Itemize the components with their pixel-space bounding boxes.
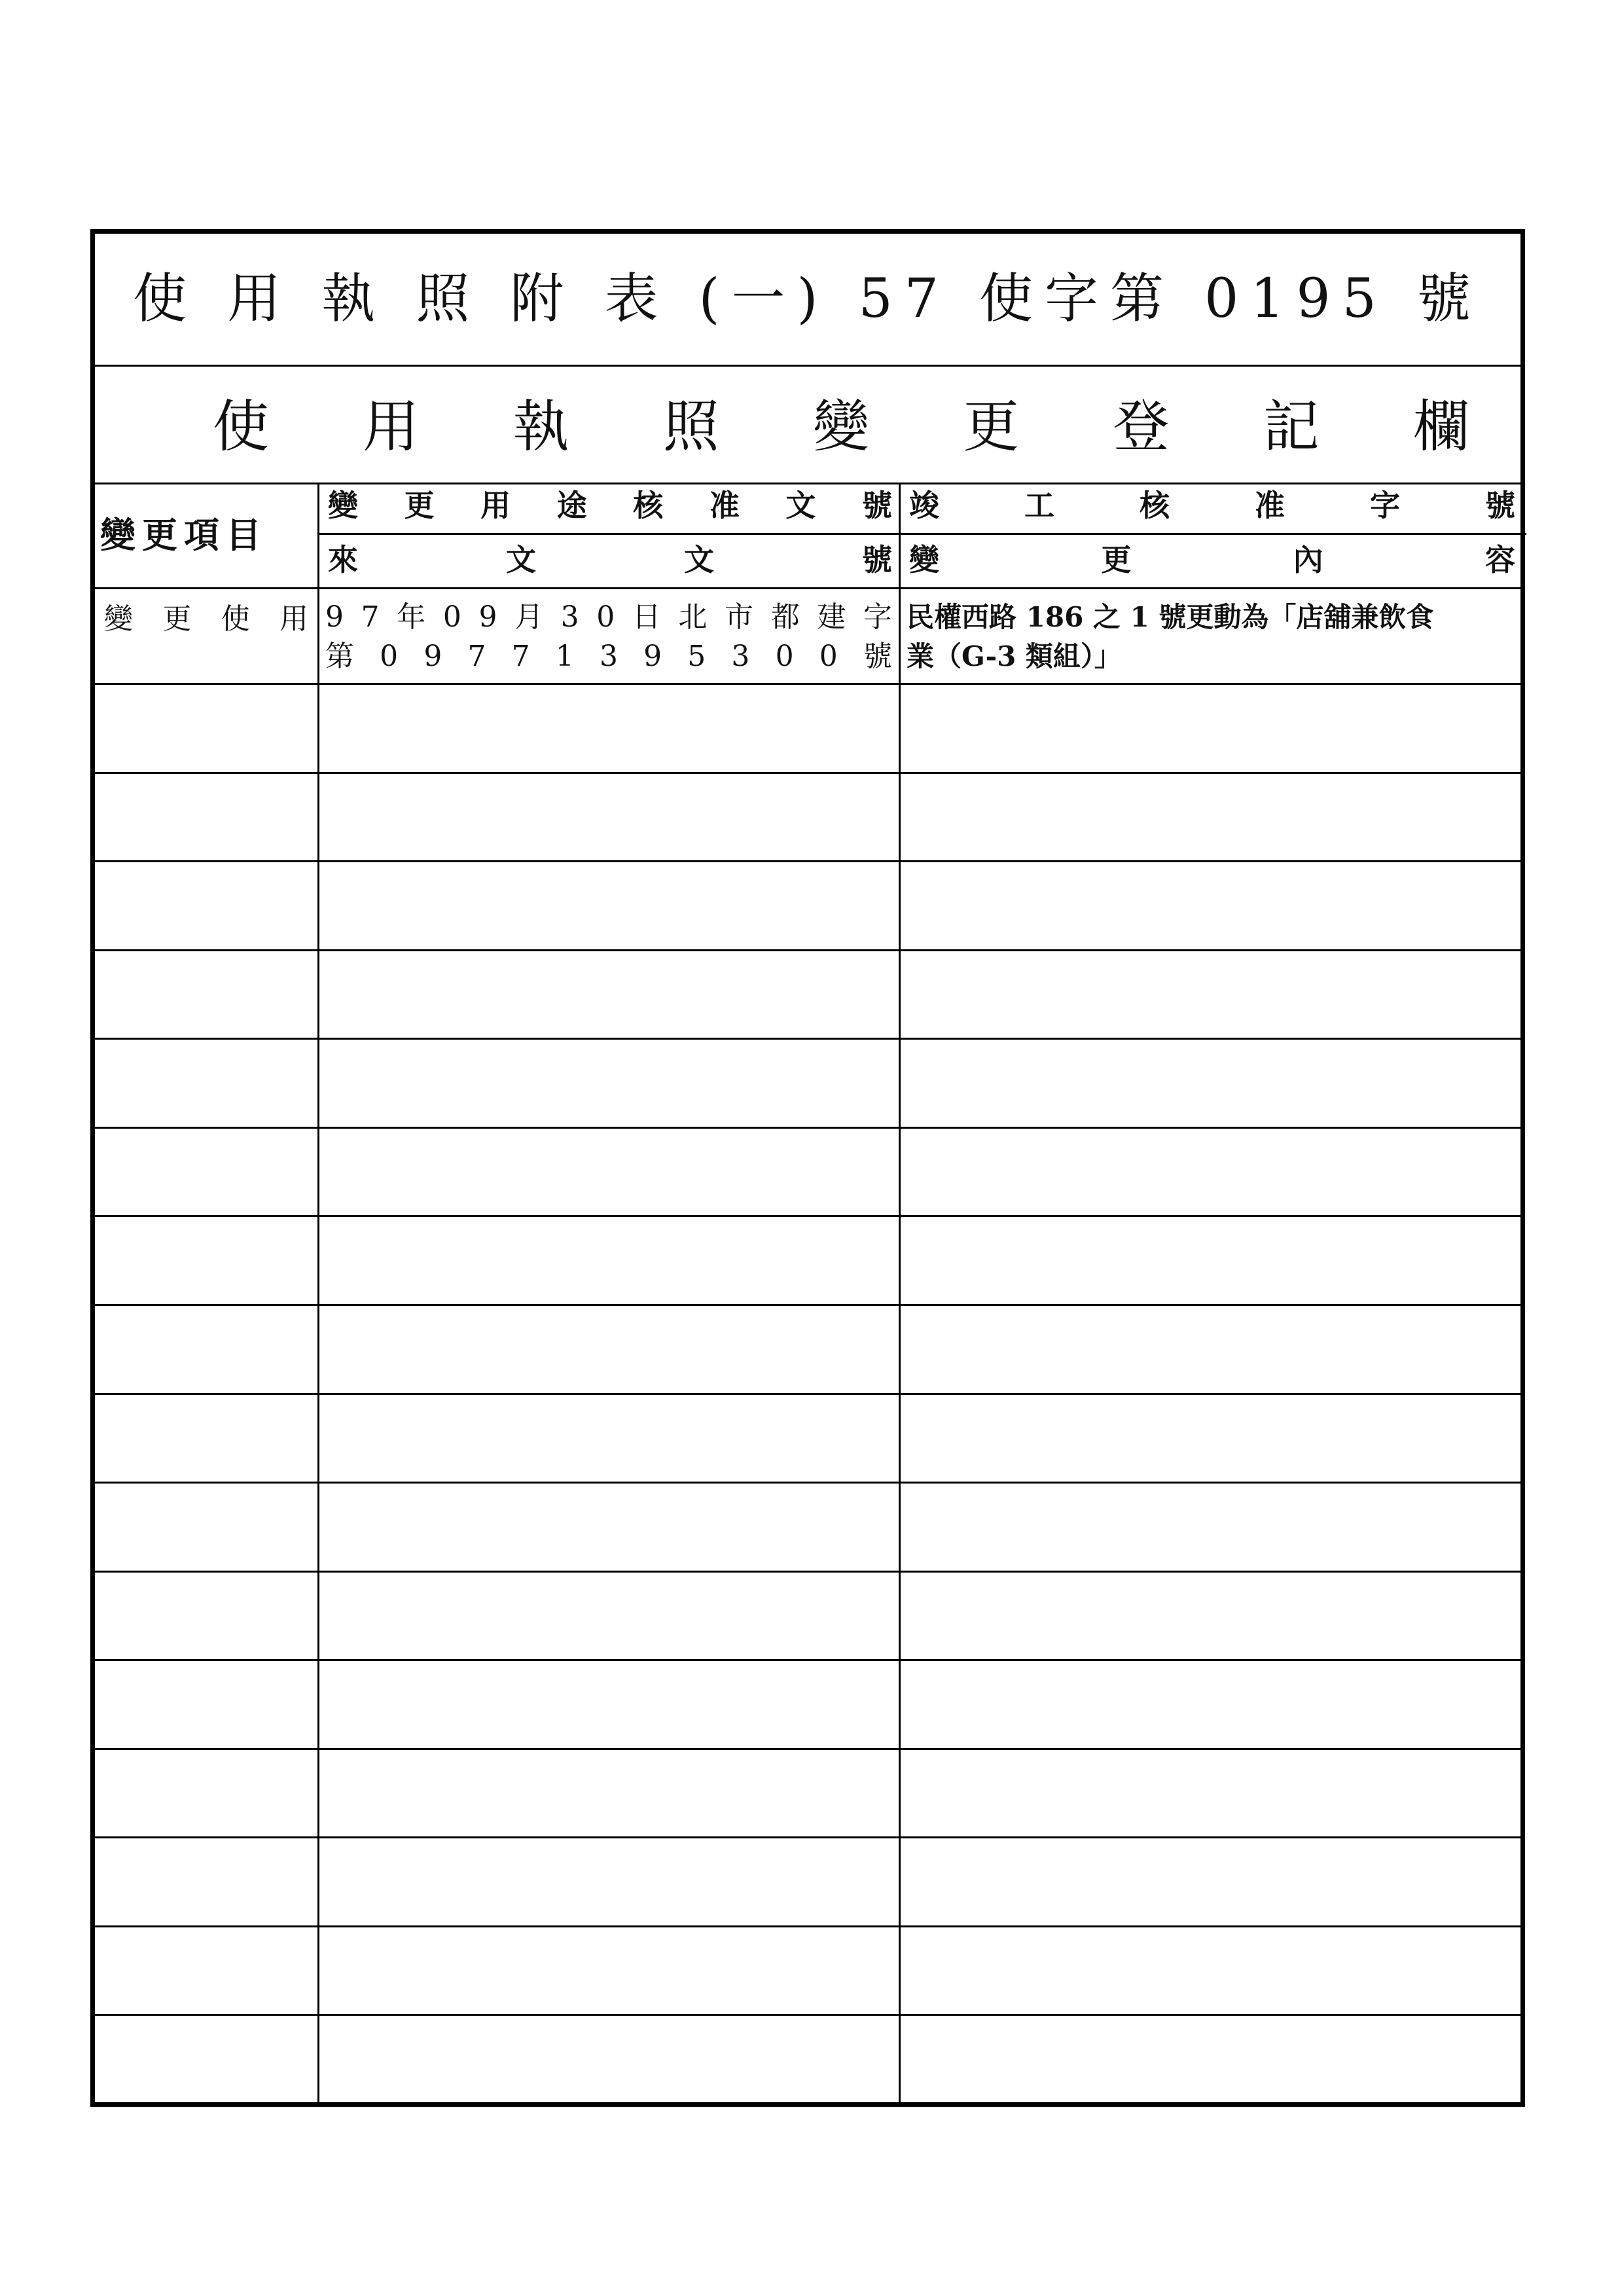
header-incoming-doc-char: 號 bbox=[862, 542, 892, 577]
title-divider bbox=[95, 365, 1520, 367]
row-1-doc-line2-char: 3 bbox=[731, 640, 750, 673]
header-approval-doc-char: 核 bbox=[633, 488, 664, 523]
empty-row-divider bbox=[95, 1304, 1520, 1306]
header-incoming-doc-char: 來 bbox=[328, 542, 358, 577]
row-1-doc-line1-char: 都 bbox=[770, 600, 800, 634]
header-item-col: 變更項目 bbox=[100, 514, 268, 556]
col-divider-2 bbox=[899, 483, 901, 2107]
row-1-doc-line2-char: 0 bbox=[775, 640, 794, 673]
row-1-doc-line2-char: 0 bbox=[819, 640, 838, 673]
empty-row-divider bbox=[95, 1659, 1520, 1661]
row-1-doc-line1-char: 0 bbox=[442, 600, 461, 634]
header-mid-divider bbox=[317, 533, 1526, 535]
header-approval-doc-char: 變 bbox=[328, 488, 358, 523]
row-1-doc-line2-char: 5 bbox=[687, 640, 706, 673]
header-incoming-doc-char: 文 bbox=[684, 542, 714, 577]
row-1-doc-line2-char: 0 bbox=[380, 640, 399, 673]
header-incoming-doc-char: 文 bbox=[506, 542, 536, 577]
header-approval-doc-char: 更 bbox=[404, 488, 435, 523]
document-title: 使 用 執 照 附 表 (一) 57 使字第 0195 號 bbox=[133, 268, 1483, 330]
header-completion-no-char: 核 bbox=[1140, 488, 1170, 523]
row-1-content-line1: 民權西路 186 之 1 號更動為「店舖兼飲食 bbox=[907, 601, 1434, 633]
row-1-doc-line2-char: 7 bbox=[511, 640, 530, 673]
subtitle-char: 欄 bbox=[1413, 394, 1469, 460]
row-1-doc-line1-char: 9 bbox=[478, 600, 497, 634]
subtitle-char: 照 bbox=[662, 394, 719, 460]
row-1-doc-line1-char: 月 bbox=[514, 600, 544, 634]
header-completion-no-char: 號 bbox=[1485, 488, 1515, 523]
header-change-content-char: 變 bbox=[909, 542, 939, 577]
header-approval-doc-char: 文 bbox=[785, 488, 816, 523]
row-1-doc-line2-char: 7 bbox=[467, 640, 486, 673]
row-1-doc-line2-char: 9 bbox=[423, 640, 442, 673]
row-1-doc-line1-char: 市 bbox=[725, 600, 754, 634]
empty-row-divider bbox=[95, 1127, 1520, 1129]
row-1-item-char: 用 bbox=[279, 602, 308, 636]
subtitle-divider bbox=[95, 483, 1520, 484]
row-1-divider bbox=[95, 683, 1520, 685]
row-1-doc-line1 bbox=[325, 598, 892, 637]
row-1-doc-line1-char: 字 bbox=[863, 600, 892, 634]
header-bottom-divider bbox=[95, 587, 1520, 589]
empty-row-divider bbox=[95, 1571, 1520, 1573]
header-completion-no-char: 字 bbox=[1370, 488, 1400, 523]
empty-row-divider bbox=[95, 949, 1520, 951]
row-1-item-char: 變 bbox=[104, 602, 133, 636]
header-approval-doc-char: 號 bbox=[861, 488, 892, 523]
subtitle-char: 用 bbox=[363, 394, 420, 460]
row-1-doc-line1-char: 日 bbox=[632, 600, 661, 634]
section-subtitle bbox=[213, 384, 1469, 469]
row-1-doc-line1-char: 0 bbox=[596, 600, 615, 634]
header-completion-no-char: 工 bbox=[1024, 488, 1054, 523]
row-1-doc-line1-char: 7 bbox=[361, 600, 380, 634]
empty-row-divider bbox=[95, 1215, 1520, 1217]
row-1-doc-line2-char: 3 bbox=[599, 640, 618, 673]
header-completion-no bbox=[909, 486, 1515, 525]
row-1-item-char: 使 bbox=[221, 602, 250, 636]
subtitle-char: 使 bbox=[213, 394, 269, 460]
col-divider-1 bbox=[317, 483, 319, 2107]
row-1-doc-line2-char: 9 bbox=[643, 640, 662, 673]
subtitle-char: 登 bbox=[1113, 394, 1170, 460]
empty-row-divider bbox=[95, 772, 1520, 774]
empty-row-divider bbox=[95, 860, 1520, 862]
empty-row-divider bbox=[95, 1393, 1520, 1395]
row-1-doc-line1-char: 建 bbox=[817, 600, 846, 634]
row-1-doc-line2 bbox=[325, 637, 892, 676]
header-completion-no-char: 竣 bbox=[909, 488, 939, 523]
header-approval-doc-char: 用 bbox=[480, 488, 511, 523]
row-1-doc-line2-char: 1 bbox=[555, 640, 574, 673]
empty-row-divider bbox=[95, 1482, 1520, 1484]
header-approval-doc-char: 准 bbox=[709, 488, 740, 523]
header-approval-doc-char: 途 bbox=[556, 488, 587, 523]
subtitle-char: 執 bbox=[512, 394, 569, 460]
row-1-doc-line1-char: 北 bbox=[678, 600, 708, 634]
empty-row-divider bbox=[95, 2014, 1520, 2016]
row-1-item bbox=[104, 600, 308, 638]
row-1-doc-line2-char: 號 bbox=[863, 640, 892, 673]
header-change-content bbox=[909, 540, 1515, 579]
empty-row-divider bbox=[95, 1748, 1520, 1750]
header-incoming-doc bbox=[328, 540, 892, 579]
subtitle-char: 變 bbox=[813, 394, 869, 460]
subtitle-char: 更 bbox=[963, 394, 1020, 460]
empty-row-divider bbox=[95, 1038, 1520, 1040]
header-approval-doc bbox=[328, 486, 892, 525]
row-1-doc-line1-char: 3 bbox=[560, 600, 579, 634]
row-1-content-line2: 業（G-3 類組）」 bbox=[907, 640, 1122, 672]
header-change-content-char: 內 bbox=[1293, 542, 1323, 577]
row-1-item-char: 更 bbox=[162, 602, 192, 636]
empty-row-divider bbox=[95, 1925, 1520, 1927]
row-1-doc-line2-char: 第 bbox=[325, 640, 354, 673]
header-completion-no-char: 准 bbox=[1255, 488, 1285, 523]
change-registration-form bbox=[90, 229, 1525, 2107]
row-1-doc-line1-char: 9 bbox=[325, 600, 344, 634]
empty-row-divider bbox=[95, 1836, 1520, 1838]
header-change-content-char: 容 bbox=[1484, 542, 1515, 577]
row-1-doc-line1-char: 年 bbox=[397, 600, 426, 634]
header-change-content-char: 更 bbox=[1101, 542, 1132, 577]
subtitle-char: 記 bbox=[1263, 394, 1320, 460]
